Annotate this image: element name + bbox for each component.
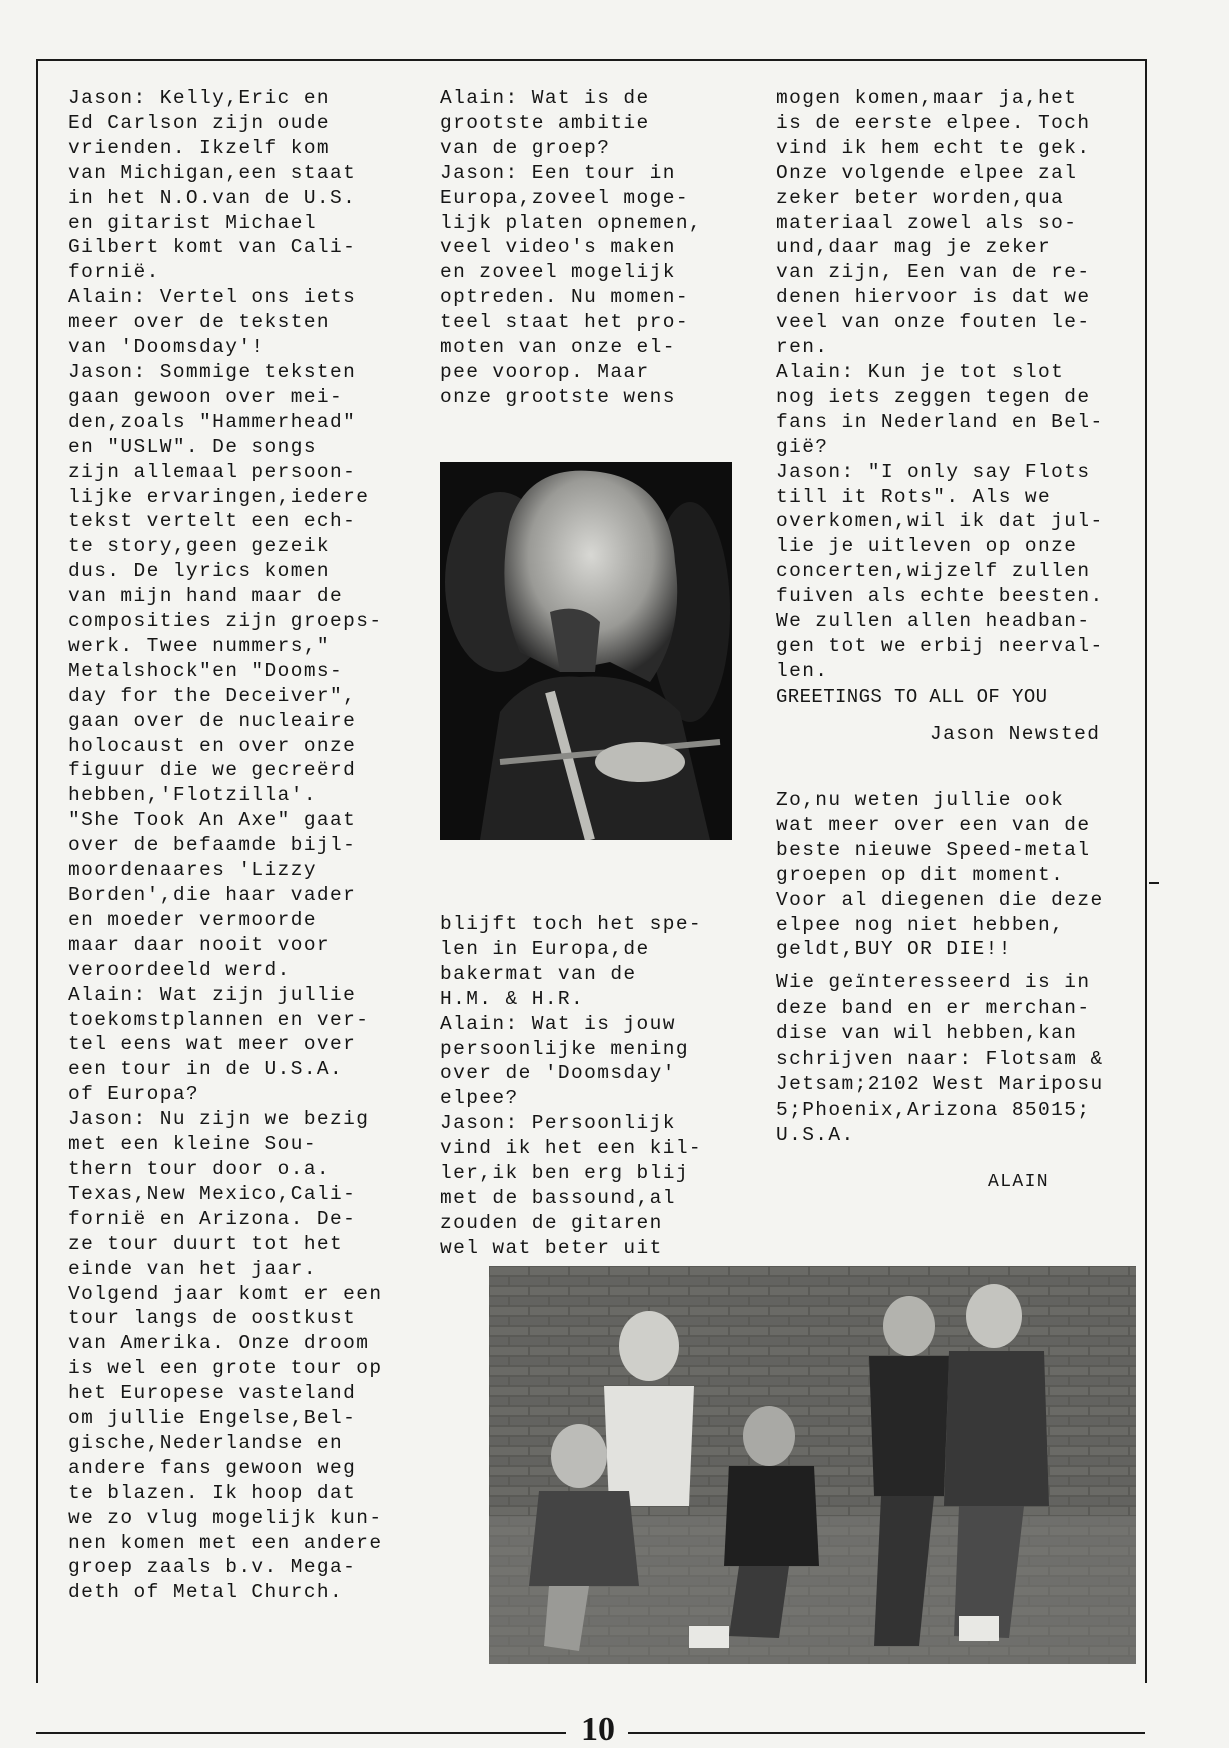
text-line: maar daar nooit voor — [68, 933, 331, 956]
text-line: over de befaamde bijl- — [68, 834, 357, 857]
text-line: wel wat beter uit — [440, 1236, 663, 1259]
text-line: om jullie Engelse,Bel- — [68, 1407, 357, 1430]
text-line: met de bassound,al — [440, 1186, 676, 1209]
text-line: veroordeeld werd. — [68, 958, 291, 981]
text-line: Volgend jaar komt er een — [68, 1282, 383, 1305]
text-line: hebben,'Flotzilla'. — [68, 784, 317, 807]
text-line: meer over de teksten — [68, 311, 331, 334]
text-line: day for the Deceiver", — [68, 684, 357, 707]
text-line: pee voorop. Maar — [440, 360, 650, 383]
text-line: deze band en er merchan- — [776, 996, 1091, 1019]
text-line: of Europa? — [68, 1083, 200, 1106]
column-3-text — [776, 86, 1146, 684]
text-line: Alain: Kun je tot slot — [776, 360, 1065, 383]
text-line: gaan gewoon over mei- — [68, 385, 344, 408]
text-line: werk. Twee nummers," — [68, 634, 331, 657]
text-line: is de eerste elpee. Toch — [776, 111, 1091, 134]
text-line: een tour in de U.S.A. — [68, 1058, 344, 1081]
text-line: met een kleine Sou- — [68, 1133, 317, 1156]
text-line: en moeder vermoorde — [68, 908, 317, 931]
text-line: 5;Phoenix,Arizona 85015; — [776, 1098, 1091, 1121]
column-2-bottom-text — [440, 912, 740, 1261]
text-line: gaan over de nucleaire — [68, 709, 357, 732]
text-line: gen tot we erbij neerval- — [776, 634, 1104, 657]
text-line: elpee? — [440, 1087, 519, 1110]
footer-rule-left — [36, 1732, 566, 1734]
text-line: tekst vertelt een ech- — [68, 510, 357, 533]
text-line: till it Rots". Als we — [776, 485, 1052, 508]
text-line: Alain: Vertel ons iets — [68, 286, 357, 309]
text-line: toekomstplannen en ver- — [68, 1008, 370, 1031]
text-line: Alain: Wat is jouw — [440, 1012, 676, 1035]
text-line: Alain: Wat zijn jullie — [68, 983, 357, 1006]
text-line: we zo vlug mogelijk kun- — [68, 1506, 383, 1529]
text-line: persoonlijke mening — [440, 1037, 689, 1060]
text-line: schrijven naar: Flotsam & — [776, 1047, 1104, 1070]
text-line: concerten,wijzelf zullen — [776, 560, 1091, 583]
text-line: nog iets zeggen tegen de — [776, 385, 1091, 408]
text-line: optreden. Nu momen- — [440, 286, 689, 309]
text-line: gië? — [776, 435, 829, 458]
text-line: fornië. — [68, 261, 160, 284]
text-line: veel van onze fouten le- — [776, 311, 1091, 334]
text-line: deth of Metal Church. — [68, 1581, 344, 1604]
text-line: Alain: Wat is de — [440, 87, 650, 109]
text-line: teel staat het pro- — [440, 311, 689, 334]
text-line: zeker beter worden,qua — [776, 186, 1065, 209]
footer-rule-right — [628, 1732, 1145, 1734]
text-line: tel eens wat meer over — [68, 1033, 357, 1056]
text-line: het Europese vasteland — [68, 1382, 357, 1405]
text-line: Jason: Nu zijn we bezig — [68, 1108, 370, 1131]
text-line: grootste ambitie — [440, 111, 650, 134]
text-line: elpee nog niet hebben, — [776, 913, 1065, 936]
text-line: Gilbert komt van Cali- — [68, 236, 357, 259]
text-line: zijn allemaal persoon- — [68, 460, 357, 483]
text-line: We zullen allen headban- — [776, 610, 1091, 633]
text-line: groepen op dit moment. — [776, 863, 1065, 886]
text-line: Onze volgende elpee zal — [776, 161, 1078, 184]
text-line: vind ik hem echt te gek. — [776, 136, 1091, 159]
text-line: blijft toch het spe- — [440, 913, 703, 935]
text-line: Jason: "I only say Flots — [776, 460, 1091, 483]
band-group-photo — [489, 1266, 1136, 1664]
text-line: ze tour duurt tot het — [68, 1232, 344, 1255]
text-line: groep zaals b.v. Mega- — [68, 1556, 357, 1579]
text-line: U.S.A. — [776, 1124, 855, 1146]
page-number: 10 — [581, 1711, 615, 1748]
text-line: ler,ik ben erg blij — [440, 1162, 689, 1185]
text-line: fans in Nederland en Bel- — [776, 410, 1104, 433]
text-line: vrienden. Ikzelf kom — [68, 136, 331, 159]
text-line: Europa,zoveel moge- — [440, 186, 689, 209]
text-line: denen hiervoor is dat we — [776, 286, 1091, 309]
text-line: in het N.O.van de U.S. — [68, 186, 357, 209]
text-line: geldt,BUY OR DIE!! — [776, 938, 1012, 961]
column-1-text — [68, 86, 448, 1605]
text-line: en "USLW". De songs — [68, 435, 317, 458]
text-line: Wie geïnteresseerd is in — [776, 971, 1091, 993]
text-line: lijk platen opnemen, — [440, 211, 703, 234]
text-line: Metalshock"en "Dooms- — [68, 659, 344, 682]
text-line: en zoveel mogelijk — [440, 261, 676, 284]
text-line: den,zoals "Hammerhead" — [68, 410, 357, 433]
text-line: Voor al diegenen die deze — [776, 888, 1104, 911]
text-line: zouden de gitaren — [440, 1211, 663, 1234]
text-line: und,daar mag je zeker — [776, 236, 1052, 259]
text-line: fornië en Arizona. De- — [68, 1207, 357, 1230]
text-line: van Michigan,een staat — [68, 161, 357, 184]
text-line: is wel een grote tour op — [68, 1357, 383, 1380]
text-line: ren. — [776, 336, 829, 359]
text-line: Jason: Persoonlijk — [440, 1112, 676, 1135]
text-line: van zijn, Een van de re- — [776, 261, 1091, 284]
text-line: dise van wil hebben,kan — [776, 1022, 1078, 1044]
text-line: moordenaares 'Lizzy — [68, 859, 317, 882]
text-line: bakermat van de — [440, 962, 637, 985]
text-line: len in Europa,de — [440, 937, 650, 960]
text-line: over de 'Doomsday' — [440, 1062, 676, 1085]
text-line: van mijn hand maar de — [68, 585, 344, 608]
text-line: composities zijn groeps- — [68, 610, 383, 633]
text-line: van Amerika. Onze droom — [68, 1332, 370, 1355]
text-line: overkomen,wil ik dat jul- — [776, 510, 1104, 533]
text-line: van de groep? — [440, 136, 611, 159]
text-line: wat meer over een van de — [776, 813, 1091, 836]
text-line: vind ik het een kil- — [440, 1137, 703, 1160]
text-line: onze grootste wens — [440, 385, 676, 408]
margin-mark — [1149, 882, 1159, 884]
text-line: lie je uitleven op onze — [776, 535, 1078, 558]
text-line: Jetsam;2102 West Mariposu — [776, 1073, 1104, 1095]
text-line: andere fans gewoon weg — [68, 1456, 357, 1479]
text-line: moten van onze el- — [440, 336, 676, 359]
text-line: veel video's maken — [440, 236, 676, 259]
text-line: thern tour door o.a. — [68, 1157, 331, 1180]
text-line: Jason: Sommige teksten — [68, 360, 357, 383]
interviewee-signature: Jason Newsted — [930, 723, 1101, 745]
text-line: Texas,New Mexico,Cali- — [68, 1182, 357, 1205]
text-line: te blazen. Ik hoop dat — [68, 1481, 357, 1504]
text-line: Jason: Kelly,Eric en — [68, 87, 331, 109]
text-line: einde van het jaar. — [68, 1257, 317, 1280]
text-line: fuiven als echte beesten. — [776, 585, 1104, 608]
greeting-line: GREETINGS TO ALL OF YOU — [776, 686, 1048, 708]
outro-text — [776, 788, 1146, 962]
text-line: te story,geen gezeik — [68, 535, 331, 558]
text-line: beste nieuwe Speed-metal — [776, 838, 1091, 861]
text-line: van 'Doomsday'! — [68, 336, 265, 359]
text-line: Zo,nu weten jullie ook — [776, 789, 1065, 811]
author-signature: ALAIN — [988, 1172, 1050, 1192]
text-line: lijke ervaringen,iedere — [68, 485, 370, 508]
text-line: figuur die we gecreërd — [68, 759, 357, 782]
text-line: mogen komen,maar ja,het — [776, 87, 1078, 109]
text-line: en gitarist Michael — [68, 211, 317, 234]
text-line: dus. De lyrics komen — [68, 560, 331, 583]
text-line: Jason: Een tour in — [440, 161, 676, 184]
text-line: holocaust en over onze — [68, 734, 357, 757]
contact-text — [776, 970, 1146, 1149]
text-line: H.M. & H.R. — [440, 987, 585, 1010]
text-line: "She Took An Axe" gaat — [68, 809, 357, 832]
concert-photo-bassist — [440, 462, 732, 840]
text-line: gische,Nederlandse en — [68, 1431, 344, 1454]
text-line: Borden',die haar vader — [68, 884, 357, 906]
text-line: tour langs de oostkust — [68, 1307, 357, 1330]
column-2-top-text — [440, 86, 740, 410]
text-line: materiaal zowel als so- — [776, 211, 1078, 234]
text-line: nen komen met een andere — [68, 1531, 383, 1554]
text-line: Ed Carlson zijn oude — [68, 111, 331, 134]
text-line: len. — [776, 659, 829, 682]
